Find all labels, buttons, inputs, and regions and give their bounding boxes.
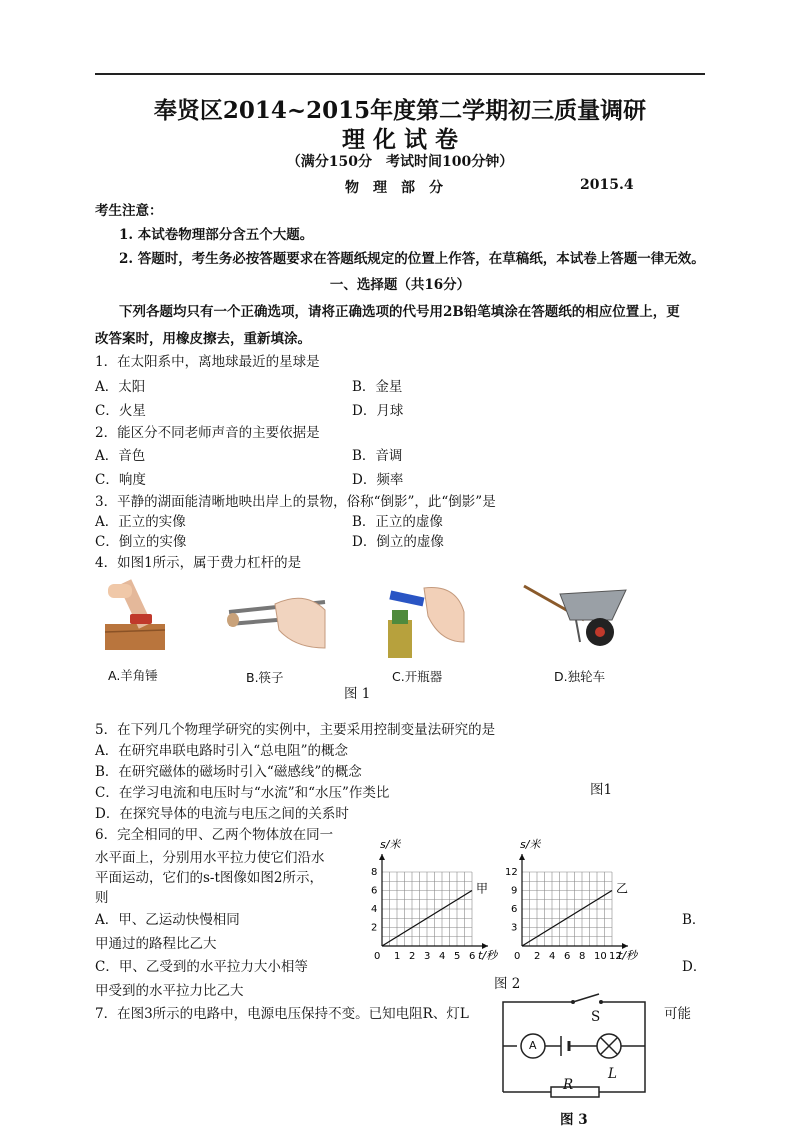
figure-label: 图 1 <box>344 686 371 702</box>
x-axis-label: t/秒 <box>618 949 638 962</box>
resistor-label: R <box>563 1077 574 1093</box>
notice-item: 1. 本试卷物理部分含五个大题。 <box>119 227 314 243</box>
option-d: D．在探究导体的电流与电压之间的关系时 <box>95 806 349 822</box>
option-d: D．倒立的虚像 <box>352 534 444 550</box>
top-rule <box>95 73 705 75</box>
y-axis-label: s/米 <box>520 838 541 851</box>
figure-label: 图 2 <box>494 976 521 992</box>
x-tick-label: 6 <box>564 951 571 962</box>
x-tick-label: 4 <box>549 951 556 962</box>
option-b: B．正立的虚像 <box>352 514 443 530</box>
question-stem: 6．完全相同的甲、乙两个物体放在同一 <box>95 827 334 843</box>
option-d: D．频率 <box>352 472 404 488</box>
question-stem: 可能 <box>664 1006 691 1022</box>
option-a: A．太阳 <box>95 379 146 395</box>
circuit-diagram <box>495 992 655 1117</box>
x-axis-label: t/秒 <box>478 949 498 962</box>
bottle-opener-image <box>380 582 465 660</box>
chopsticks-image <box>225 590 330 650</box>
st-graph-jia <box>371 838 499 962</box>
figure-caption: B.筷子 <box>246 670 284 685</box>
x-tick-label: 10 <box>594 951 607 962</box>
lamp-label: L <box>608 1066 617 1082</box>
figure-caption: D.独轮车 <box>554 669 606 684</box>
x-tick-label: 0 <box>514 951 521 962</box>
question-stem: 则 <box>95 890 109 906</box>
option-b: B．金星 <box>352 379 403 395</box>
x-tick-label: 2 <box>409 951 416 962</box>
question-stem: 5．在下列几个物理学研究的实例中，主要采用控制变量法研究的是 <box>95 722 496 738</box>
y-tick-label: 2 <box>371 922 378 934</box>
x-tick-label: 3 <box>424 951 431 962</box>
switch-label: S <box>591 1009 601 1025</box>
figure-caption: A.羊角锤 <box>108 668 158 683</box>
x-tick-label: 1 <box>394 951 401 962</box>
x-tick-label: 4 <box>439 951 446 962</box>
y-tick-label: 6 <box>371 885 378 897</box>
option-d: D．月球 <box>352 403 404 419</box>
x-tick-label: 6 <box>469 951 476 962</box>
x-tick-label: 8 <box>579 951 586 962</box>
part1-instruction: 改答案时，用橡皮擦去，重新填涂。 <box>95 331 311 347</box>
y-tick-label: 4 <box>371 904 378 915</box>
option-c: C．倒立的实像 <box>95 534 187 550</box>
switch-lever <box>573 994 599 1002</box>
option-c: C．响度 <box>95 472 146 488</box>
option-d-label: D． <box>682 959 707 975</box>
question-stem: 3．平静的湖面能清晰地映出岸上的景物，俗称“倒影”，此“倒影”是 <box>95 494 496 510</box>
part1-instruction: 下列各题均只有一个正确选项，请将正确选项的代号用2B铅笔填涂在答题纸的相应位置上，更 <box>119 304 680 320</box>
option-b: B．音调 <box>352 448 403 464</box>
option-c: C．在学习电流和电压时与“水流”和“水压”作类比 <box>95 785 390 801</box>
option-a: A．甲、乙运动快慢相同 <box>95 912 240 928</box>
st-graphs <box>360 838 670 968</box>
option-b-label: B． <box>682 912 706 928</box>
x-tick-label: 12 <box>609 951 622 962</box>
y-axis-arrow <box>379 854 385 860</box>
question-stem: 平面运动，它们的s-t图像如图2所示， <box>95 870 324 886</box>
y-axis-label: s/米 <box>380 838 401 851</box>
option-c: C．火星 <box>95 403 146 419</box>
option-b: B．在研究磁体的磁场时引入“磁感线”的概念 <box>95 764 362 780</box>
series-label: 乙 <box>616 881 629 896</box>
option-b: 甲通过的路程比乙大 <box>95 936 217 952</box>
question-stem: 4．如图1所示，属于费力杠杆的是 <box>95 555 302 571</box>
series-label: 甲 <box>476 881 489 896</box>
figure-label: 图1 <box>590 782 613 798</box>
score-time: （满分150分 考试时间100分钟） <box>286 154 514 170</box>
section-title: 物 理 部 分 <box>345 180 443 196</box>
y-tick-label: 6 <box>511 904 518 915</box>
figure-caption: C.开瓶器 <box>392 669 443 684</box>
y-tick-label: 12 <box>505 867 518 878</box>
page-title: 奉贤区2014~2015年度第二学期初三质量调研 <box>153 97 647 124</box>
option-a: A．正立的实像 <box>95 514 186 530</box>
question-stem: 水平面上，分别用水平拉力使它们沿水 <box>95 850 325 866</box>
option-c: C．甲、乙受到的水平拉力大小相等 <box>95 959 308 975</box>
x-tick-label: 5 <box>454 951 461 962</box>
option-d: 甲受到的水平拉力比乙大 <box>95 983 244 999</box>
wheelbarrow-image <box>520 580 630 650</box>
page-subtitle: 理 化 试 卷 <box>341 126 459 153</box>
x-tick-label: 2 <box>534 951 541 962</box>
question-stem: 1．在太阳系中，离地球最近的星球是 <box>95 354 320 370</box>
notice-heading: 考生注意： <box>95 203 163 219</box>
part1-heading: 一、选择题（共16分） <box>329 277 471 293</box>
question-stem: 2．能区分不同老师声音的主要依据是 <box>95 425 320 441</box>
option-a: A．音色 <box>95 448 146 464</box>
resistor <box>551 1087 599 1097</box>
option-a: A．在研究串联电路时引入“总电阻”的概念 <box>95 743 349 759</box>
y-tick-label: 3 <box>511 922 518 934</box>
y-tick-label: 9 <box>511 885 518 897</box>
ammeter-label: A <box>529 1039 537 1052</box>
y-axis-arrow <box>519 854 525 860</box>
hammer-image <box>100 578 170 653</box>
y-tick-label: 8 <box>371 867 378 878</box>
exam-date: 2015.4 <box>580 177 634 193</box>
x-tick-label: 0 <box>374 951 381 962</box>
question-stem: 7．在图3所示的电路中，电源电压保持不变。已知电阻R、灯L <box>95 1006 469 1022</box>
notice-item: 2. 答题时，考生务必按答题要求在答题纸规定的位置上作答，在草稿纸，本试卷上答题一律无效。 <box>119 251 705 267</box>
st-graph-yi <box>505 838 639 962</box>
figure-label: 图 3 <box>560 1112 588 1128</box>
